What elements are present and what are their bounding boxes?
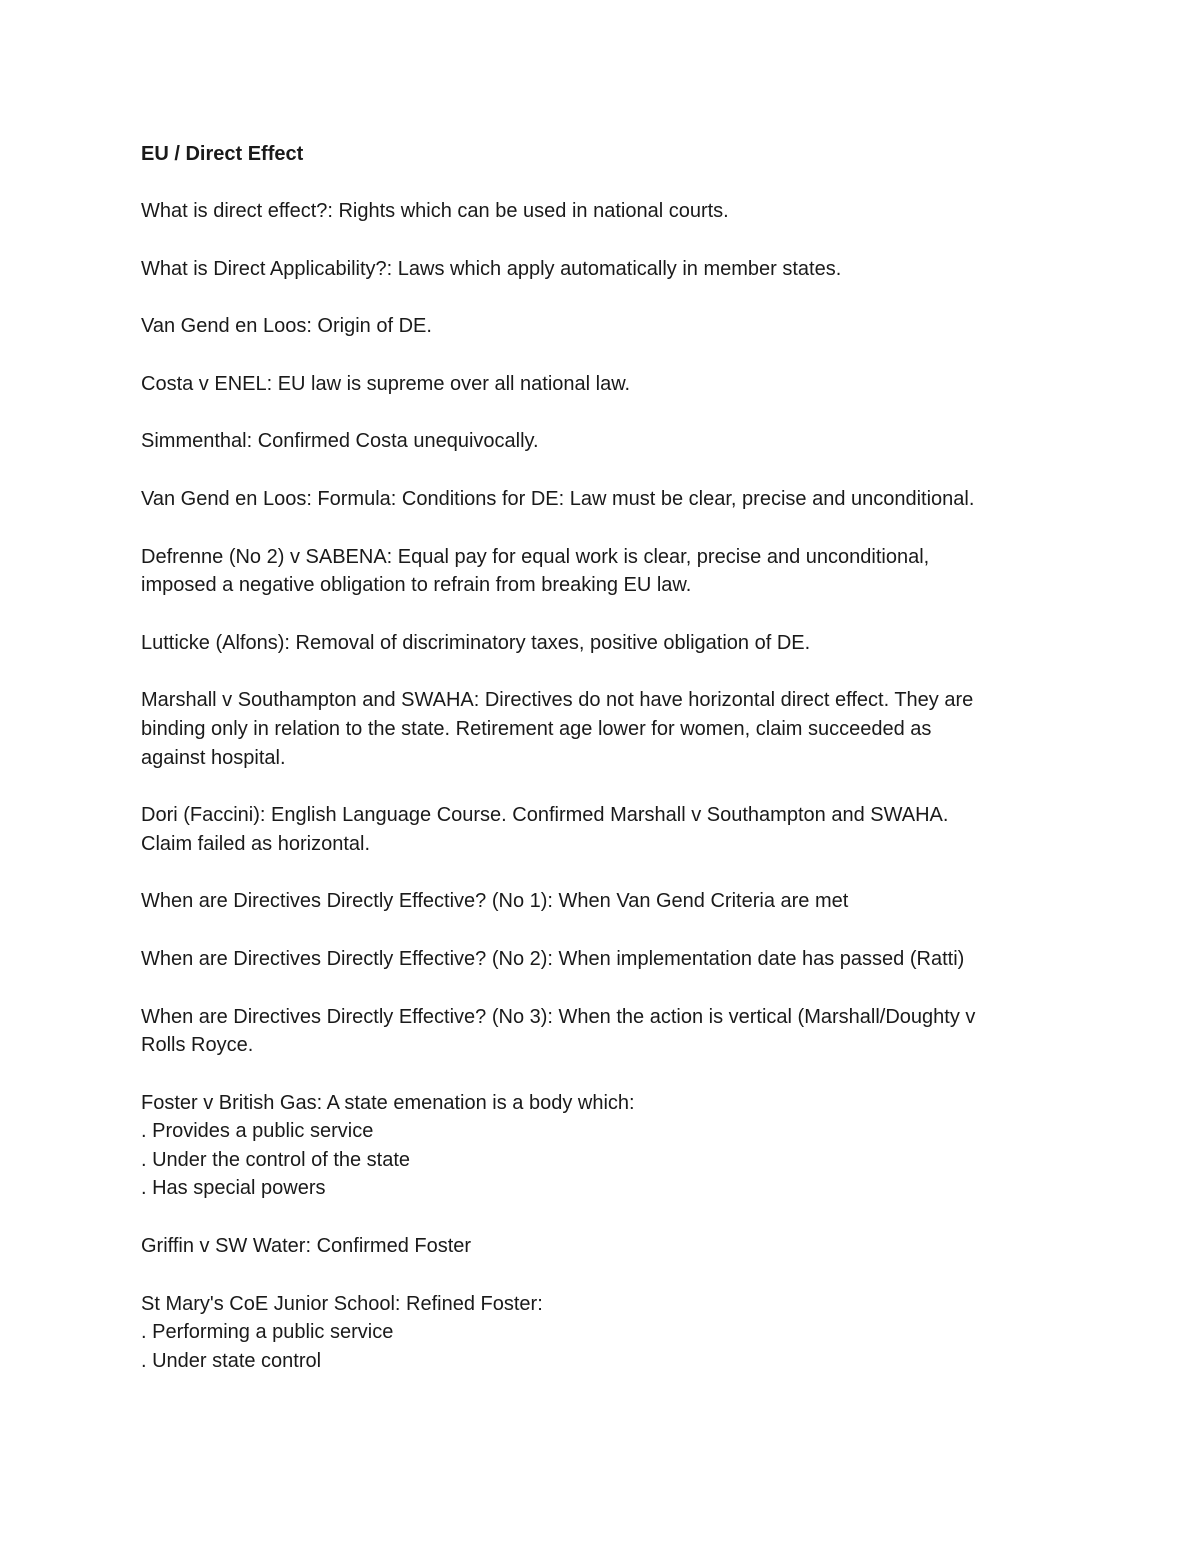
document-page: [141, 140, 1061, 1375]
paragraph: [141, 801, 1061, 858]
document-body: [141, 197, 1061, 1375]
paragraph: [141, 686, 1061, 772]
paragraph-line: imposed a negative obligation to refrain from breaking EU law.: [141, 574, 692, 597]
paragraph: [141, 1232, 1061, 1261]
paragraph: [141, 1290, 1061, 1376]
paragraph-line: When are Directives Directly Effective? (No 1): When Van Gend Criteria are met: [141, 890, 849, 913]
paragraph: [141, 255, 1061, 284]
paragraph-line: Claim failed as horizontal.: [141, 832, 370, 855]
paragraph-line: . Under state control: [141, 1349, 322, 1372]
paragraph-line: Dori (Faccini): English Language Course. Confirmed Marshall v Southampton and SWAHA.: [141, 804, 949, 827]
paragraph-line: Marshall v Southampton and SWAHA: Directives do not have horizontal direct effect. They are: [141, 689, 974, 712]
paragraph-line: Foster v British Gas: A state emenation is a body which:: [141, 1091, 635, 1114]
paragraph: [141, 370, 1061, 399]
paragraph-line: When are Directives Directly Effective? (No 3): When the action is vertical (Marshall/Doughty v: [141, 1005, 976, 1028]
paragraph: [141, 427, 1061, 456]
paragraph-line: Van Gend en Loos: Formula: Conditions for DE: Law must be clear, precise and unconditional.: [141, 487, 975, 510]
paragraph-line: . Provides a public service: [141, 1120, 374, 1143]
paragraph: [141, 945, 1061, 974]
paragraph: [141, 1003, 1061, 1060]
paragraph-line: binding only in relation to the state. Retirement age lower for women, claim succeeded as: [141, 717, 932, 740]
paragraph-line: Defrenne (No 2) v SABENA: Equal pay for equal work is clear, precise and unconditional,: [141, 545, 930, 568]
document-title: EU / Direct Effect: [141, 143, 304, 165]
paragraph-line: Simmenthal: Confirmed Costa unequivocally.: [141, 430, 539, 453]
paragraph: [141, 543, 1061, 600]
paragraph-line: When are Directives Directly Effective? (No 2): When implementation date has passed (Ratti): [141, 947, 965, 970]
paragraph: [141, 485, 1061, 514]
paragraph-line: What is direct effect?: Rights which can be used in national courts.: [141, 200, 729, 222]
paragraph-line: Rolls Royce.: [141, 1034, 254, 1057]
paragraph: [141, 629, 1061, 658]
paragraph-line: . Has special powers: [141, 1177, 326, 1200]
paragraph-line: Van Gend en Loos: Origin of DE.: [141, 315, 432, 338]
paragraph: [141, 887, 1061, 916]
paragraph-line: Griffin v SW Water: Confirmed Foster: [141, 1235, 472, 1258]
paragraph-line: Costa v ENEL: EU law is supreme over all national law.: [141, 372, 631, 395]
paragraph-line: What is Direct Applicability?: Laws which apply automatically in member states.: [141, 257, 842, 280]
paragraph: [141, 197, 1061, 226]
paragraph-line: Lutticke (Alfons): Removal of discriminatory taxes, positive obligation of DE.: [141, 631, 811, 654]
paragraph-line: . Performing a public service: [141, 1321, 394, 1344]
paragraph: [141, 1089, 1061, 1203]
paragraph-line: . Under the control of the state: [141, 1148, 411, 1171]
paragraph-line: against hospital.: [141, 746, 286, 769]
paragraph-line: St Mary's CoE Junior School: Refined Foster:: [141, 1292, 543, 1315]
paragraph: [141, 312, 1061, 341]
